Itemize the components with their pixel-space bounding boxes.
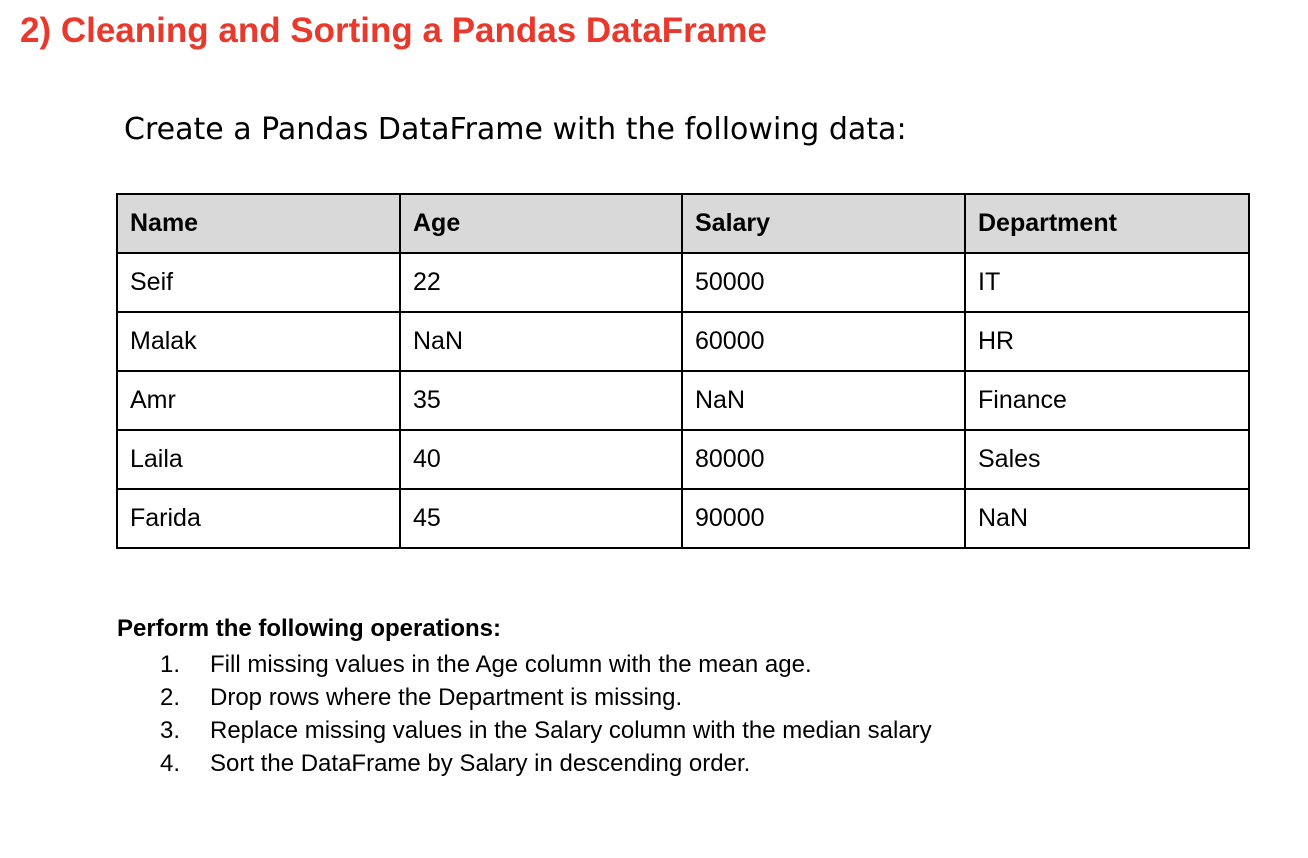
operations-list: [160, 648, 932, 780]
cell-age: 45: [400, 489, 682, 548]
list-item-number: 2.: [160, 684, 181, 711]
list-item: [160, 681, 932, 714]
cell-department: NaN: [965, 489, 1249, 548]
list-item-text: Drop rows where the Department is missing.: [210, 684, 683, 711]
cell-name: Farida: [117, 489, 400, 548]
list-item-number: 1.: [160, 651, 181, 678]
header-age: Age: [400, 194, 682, 253]
list-item: [160, 747, 932, 780]
list-item-text: Sort the DataFrame by Salary in descending order.: [210, 750, 751, 777]
intro-text: Create a Pandas DataFrame with the following data:: [124, 112, 907, 147]
cell-age: 35: [400, 371, 682, 430]
data-table: [116, 193, 1250, 549]
cell-salary: 60000: [682, 312, 965, 371]
cell-department: IT: [965, 253, 1249, 312]
cell-salary: 50000: [682, 253, 965, 312]
list-item-text: Replace missing values in the Salary column with the median salary: [210, 717, 932, 744]
list-item-number: 3.: [160, 717, 181, 744]
table-row: [117, 253, 1249, 312]
cell-salary: NaN: [682, 371, 965, 430]
cell-salary: 80000: [682, 430, 965, 489]
cell-salary: 90000: [682, 489, 965, 548]
table-row: [117, 312, 1249, 371]
table-header-row: [117, 194, 1249, 253]
cell-age: 22: [400, 253, 682, 312]
list-item-number: 4.: [160, 750, 181, 777]
list-item: [160, 648, 932, 681]
cell-age: 40: [400, 430, 682, 489]
cell-department: Sales: [965, 430, 1249, 489]
table-row: [117, 489, 1249, 548]
cell-name: Amr: [117, 371, 400, 430]
cell-department: HR: [965, 312, 1249, 371]
list-item-text: Fill missing values in the Age column with the mean age.: [210, 651, 812, 678]
cell-age: NaN: [400, 312, 682, 371]
table-row: [117, 430, 1249, 489]
cell-name: Malak: [117, 312, 400, 371]
list-item: [160, 714, 932, 747]
header-name: Name: [117, 194, 400, 253]
cell-department: Finance: [965, 371, 1249, 430]
header-salary: Salary: [682, 194, 965, 253]
cell-name: Laila: [117, 430, 400, 489]
operations-heading: Perform the following operations:: [117, 615, 502, 642]
header-department: Department: [965, 194, 1249, 253]
cell-name: Seif: [117, 253, 400, 312]
page-title: 2) Cleaning and Sorting a Pandas DataFrame: [20, 11, 767, 50]
table-row: [117, 371, 1249, 430]
